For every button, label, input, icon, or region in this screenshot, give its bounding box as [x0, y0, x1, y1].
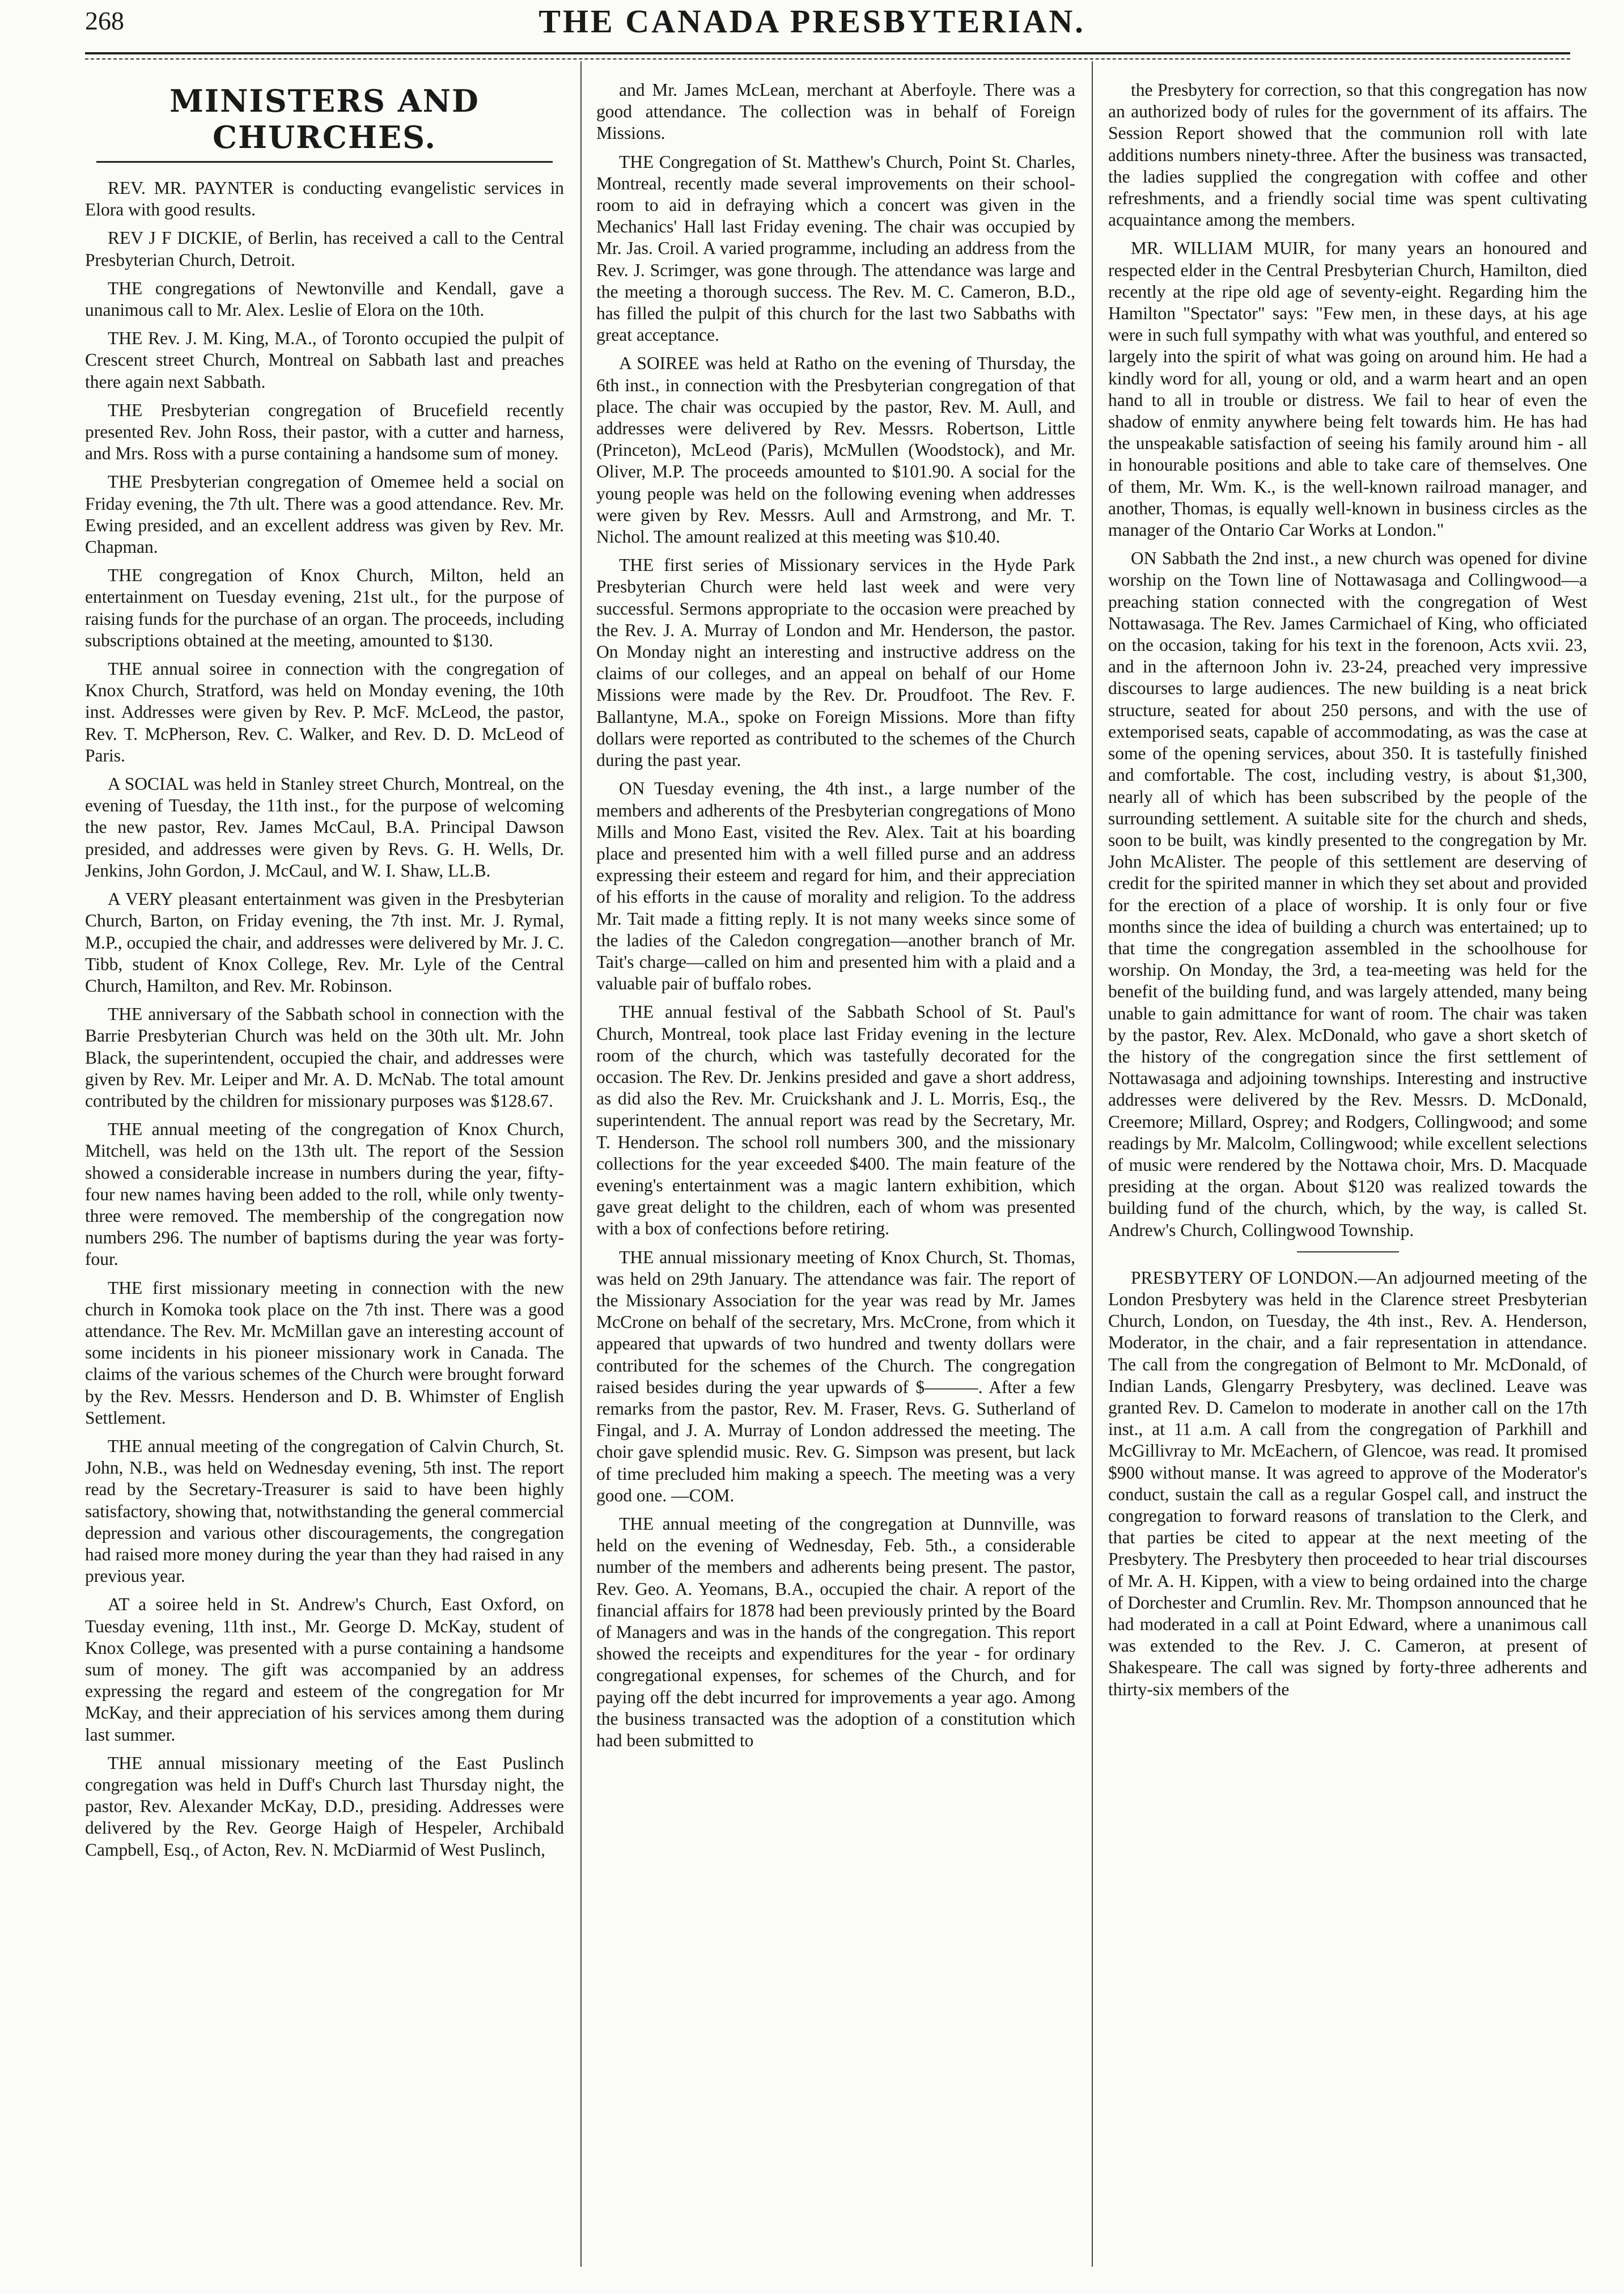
article-paragraph: REV. MR. PAYNTER is conducting evangelistic services in Elora with good results.: [85, 178, 564, 220]
article-paragraph: THE anniversary of the Sabbath school in connection with the Barrie Presbyterian Church was held on the 30th ult. Mr. John Black, the superintendent, occupied the chair, and addresses were given by Rev. Mr. Leiper and Mr. A. D. McNab. The total amount contributed by the children for missionary purposes was $128.67.: [85, 1004, 564, 1111]
article-paragraph: THE Presbyterian congregation of Brucefield recently presented Rev. John Ross, their pastor, with a cutter and harness, and Mrs. Ross with a purse containing a handsome sum of money.: [85, 400, 564, 464]
article-paragraph: THE Rev. J. M. King, M.A., of Toronto occupied the pulpit of Crescent street Church, Montreal on Sabbath last and preaches there again next Sabbath.: [85, 328, 564, 392]
article-paragraph: PRESBYTERY OF LONDON.—An adjourned meeting of the London Presbytery was held in the Clarence street Presbyterian Church, London, on Tuesday, the 4th inst., Rev. A. Henderson, Moderator, in the chair, and a fair representation in attendance. The call from the congregation of Belmont to Mr. McDonald, of Indian Lands, Glengarry Presbytery, was declined. Leave was granted Rev. D. Camelon to moderate in another call on the 17th inst., at 11 a.m. A call from the congregation of Parkhill and McGillivray to Mr. McEachern, of Glencoe, was read. It promised $900 without manse. It was agreed to approve of the Moderator's conduct, sustain the call as a regular Gospel call, and instruct the congregation to forward reasons of translation to the Clerk, and that parties be cited to appear at the next meeting of the Presbytery. The Presbytery then proceeded to hear trial discourses of Mr. A. H. Kippen, with a view to being ordained into the charge of Dorchester and Crumlin. Rev. Mr. Thompson announced that he had moderated in a call at Point Edward, where a unanimous call was extended to the Rev. J. C. Cameron, at present of Shakespeare. The call was signed by forty-three adherents and thirty-six members of the: [1108, 1267, 1587, 1699]
article-paragraph: A SOIREE was held at Ratho on the evening of Thursday, the 6th inst., in connection with the Presbyterian congregation of that place. The chair was occupied by the pastor, Rev. M. Aull, and addresses were delivered by Rev. Messrs. Robertson, Little (Princeton), McLeod (Paris), McMullen (Woodstock), and Mr. Oliver, M.P. The proceeds amounted to $101.90. A social for the young people was held on the following evening when addresses were given by Rev. Messrs. Aull and Armstrong, and Mr. T. Nichol. The amount realized at this meeting was $10.40.: [596, 353, 1075, 547]
header-rule-dashed: [85, 58, 1570, 60]
article-paragraph: THE congregation of Knox Church, Milton, held an entertainment on Tuesday evening, 21st ult., for the purpose of raising funds for the purchase of an organ. The proceeds, including subscriptions obtained at the meeting, amounted to $130.: [85, 565, 564, 650]
column-1: [85, 79, 564, 2279]
article-paragraph: THE annual festival of the Sabbath School of St. Paul's Church, Montreal, took place last Friday evening in the lecture room of the church, which was tastefully decorated for the occasion. The Rev. Dr. Jenkins presided and gave a short address, as did also the Rev. Mr. Cruickshank and J. L. Morris, Esq., the superintendent. The annual report was read by the Secretary, Mr. T. Henderson. The school roll numbers 300, and the missionary collections for the year exceeded $400. The main feature of the evening's entertainment was a magic lantern exhibition, which gave great delight to the children, each of whom was presented with a box of confections before retiring.: [596, 1002, 1075, 1239]
article-paragraph: THE annual missionary meeting of the East Puslinch congregation was held in Duff's Church last Thursday night, the pastor, Rev. Alexander McKay, D.D., presiding. Addresses were delivered by the Rev. George Haigh of Hespeler, Archibald Campbell, Esq., of Acton, Rev. N. McDiarmid of West Puslinch,: [85, 1753, 564, 1860]
article-paragraph: ON Sabbath the 2nd inst., a new church was opened for divine worship on the Town line of Nottawasaga and Collingwood—a preaching station connected with the congregation of West Nottawasaga. The Rev. James Carmichael of King, who officiated on the occasion, taking for his text in the forenoon, Acts xvii. 23, and in the afternoon John iv. 23-24, preached very impressive discourses to large audiences. The new building is a neat brick structure, seated for about 250 persons, and with the use of extemporised seats, capable of accommodating, as was the case at some of the opening services, about 350. It is tastefully finished and comfortable. The cost, including vestry, is about $1,300, nearly all of which has been subscribed by the people of the surrounding settlement. A suitable site for the church and sheds, soon to be built, was kindly presented to the congregation by Mr. John McAlister. The people of this settlement are deserving of credit for the spirited manner in which they set about and provided for the erection of a place of worship. It is only four or five months since the idea of building a church was entertained; up to that time the congregation assembled in the schoolhouse for worship. On Monday, the 3rd, a tea-meeting was held for the benefit of the building fund, and was largely attended, many being unable to gain admittance for want of room. The chair was taken by the pastor, Rev. Alex. McDonald, who gave a short sketch of the history of the congregation since the first settlement of Nottawasaga and adjoining townships. Interesting and instructive addresses were delivered by the Rev. Messrs. D. McDonald, Creemore; Millard, Osprey; and Rodgers, Collingwood; and some readings by Mr. Malcolm, Collingwood; while excellent selections of music were rendered by the Nottawa choir, Mrs. D. Macquade presiding at the organ. About $120 was realized towards the building fund of the church, which, by the way, is called St. Andrew's Church, Collingwood Township.: [1108, 548, 1587, 1240]
column-1-articles: [85, 177, 564, 1861]
masthead-title: THE CANADA PRESBYTERIAN.: [538, 3, 1086, 40]
article-paragraph: ON Tuesday evening, the 4th inst., a large number of the members and adherents of the Presbyterian congregations of Mono Mills and Mono East, visited the Rev. Alex. Tait at his boarding place and presented him with a well filled purse and an address expressing their esteem and regard for him, and their appreciation of his efforts in the cause of morality and religion. To the address Mr. Tait made a fitting reply. It is not many weeks since some of the ladies of the Caledon congregation—another branch of Mr. Tait's charge—called on him and presented him with a plaid and a valuable pair of buffalo robes.: [596, 778, 1075, 994]
column-3-articles: [1108, 79, 1587, 1700]
article-paragraph: A VERY pleasant entertainment was given in the Presbyterian Church, Barton, on Friday evening, the 7th inst. Mr. J. Rymal, M.P., occupied the chair, and addresses were delivered by Mr. J. C. Tibb, student of Knox College, Rev. Mr. Lyle of the Central Church, Hamilton, and Rev. Mr. Robinson.: [85, 889, 564, 996]
article-paragraph: REV J F DICKIE, of Berlin, has received a call to the Central Presbyterian Church, Detroit.: [85, 228, 564, 270]
article-paragraph: THE annual soiree in connection with the congregation of Knox Church, Stratford, was held on Monday evening, the 10th inst. Addresses were given by Rev. P. McF. McLeod, the pastor, Rev. T. McPherson, Rev. C. Walker, and Rev. D. D. McLeod of Paris.: [85, 659, 564, 765]
page-header: [0, 0, 1624, 51]
column-3: [1108, 79, 1587, 2279]
column-divider: [1092, 61, 1093, 2267]
page-number: 268: [85, 6, 124, 35]
column-divider: [580, 61, 582, 2267]
article-paragraph: THE Congregation of St. Matthew's Church, Point St. Charles, Montreal, recently made several improvements on their school-room to aid in defraying which a concert was given in the Mechanics' Hall last Friday evening. The chair was occupied by Mr. Jas. Croil. A varied programme, including an address from the Rev. J. Scrimger, was gone through. The attendance was large and the meeting a thorough success. The Rev. M. C. Cameron, B.D., has filled the pulpit of this church for the last two Sabbaths with great acceptance.: [596, 151, 1075, 345]
article-paragraph: THE annual missionary meeting of Knox Church, St. Thomas, was held on 29th January. The attendance was fair. The report of the Missionary Association for the year was read by Mr. James McCrone on behalf of the secretary, Mrs. McCrone, from which it appeared that upwards of two hundred and twenty dollars were contributed for the schemes of the Church. The congregation raised besides during the year upwards of $———. After a few remarks from the pastor, Rev. M. Fraser, Revs. G. Sutherland of Fingal, and J. A. Murray of London addressed the meeting. The choir gave splendid music. Rev. G. Simpson was present, but lack of time precluded him making a speech. The meeting was a very good one. —COM.: [596, 1247, 1075, 1505]
article-paragraph: THE congregations of Newtonville and Kendall, gave a unanimous call to Mr. Alex. Leslie of Elora on the 10th.: [85, 278, 564, 320]
section-rule: [96, 161, 553, 163]
column-2-articles: [596, 79, 1075, 1751]
article-paragraph: THE Presbyterian congregation of Omemee held a social on Friday evening, the 7th ult. There was a good attendance. Rev. Mr. Ewing presided, and an excellent address was given by Rev. Mr. Chapman.: [85, 472, 564, 557]
article-paragraph: and Mr. James McLean, merchant at Aberfoyle. There was a good attendance. The collection was in behalf of Foreign Missions.: [596, 80, 1075, 143]
article-paragraph: A SOCIAL was held in Stanley street Church, Montreal, on the evening of Tuesday, the 11th inst., for the purpose of welcoming the new pastor, Rev. James McCaul, B.A. Principal Dawson presided, and addresses were given by Revs. G. H. Wells, Dr. Jenkins, John Gordon, J. McCaul, and W. I. Shaw, LL.B.: [85, 774, 564, 881]
section-title: MINISTERS AND CHURCHES.: [169, 83, 480, 155]
header-rule: [85, 52, 1570, 54]
article-paragraph: THE first missionary meeting in connection with the new church in Komoka took place on the 7th inst. There was a good attendance. The Rev. Mr. McMillan gave an interesting account of some incidents in his pioneer missionary work in Canada. The claims of the various schemes of the Church were brought forward by the Rev. Messrs. Henderson and D. B. Whimster of English Settlement.: [85, 1277, 564, 1428]
article-paragraph: THE first series of Missionary services in the Hyde Park Presbyterian Church were held last week and were very successful. Sermons appropriate to the occasion were preached by the Rev. J. A. Murray of London and Mr. Henderson, the pastor. On Monday night an interesting and instructive address on the claims of our colleges, and an appeal on behalf of our Home Missions were made by the Rev. Dr. Proudfoot. The Rev. F. Ballantyne, M.A., spoke on Foreign Missions. More than fifty dollars were reported as contributed to the schemes of the Church during the past year.: [596, 555, 1075, 771]
article-paragraph: THE annual meeting of the congregation at Dunnville, was held on the evening of Wednesday, Feb. 5th., a considerable number of the members and adherents being present. The pastor, Rev. Geo. A. Yeomans, B.A., occupied the chair. A report of the financial affairs for 1878 had been previously printed by the Board of Managers and was in the hands of the congregation. This report showed the receipts and expenditures for the year - for ordinary congregational expenses, for schemes of the Church, and for paying off the debt incurred for improvements a year ago. Among the business transacted was the adoption of a constitution which had been submitted to: [596, 1514, 1075, 1751]
article-separator: [1297, 1251, 1399, 1252]
article-paragraph: AT a soiree held in St. Andrew's Church, East Oxford, on Tuesday evening, 11th inst., Mr. George D. McKay, student of Knox College, was presented with a purse containing a handsome sum of money. The gift was accompanied by an address expressing the regard and esteem of the congregation for Mr McKay, and their appreciation of his services among them during last summer.: [85, 1594, 564, 1745]
column-2: [596, 79, 1075, 2279]
article-paragraph: THE annual meeting of the congregation of Calvin Church, St. John, N.B., was held on Wednesday evening, 5th inst. The report read by the Secretary-Treasurer is said to have been highly satisfactory, showing that, notwithstanding the general commercial depression and various other discouragements, the congregation had raised more money during the year than they had raised in any previous year.: [85, 1436, 564, 1586]
article-paragraph: the Presbytery for correction, so that this congregation has now an authorized body of rules for the government of its affairs. The Session Report showed that the communion roll with late additions numbers ninety-three. After the business was transacted, the ladies supplied the congregation with coffee and other refreshments, and a friendly social time was spent cultivating acquaintance among the members.: [1108, 80, 1587, 230]
article-paragraph: THE annual meeting of the congregation of Knox Church, Mitchell, was held on the 13th ult. The report of the Session showed a considerable increase in numbers during the year, fifty-four new names having been added to the roll, while only twenty-three were removed. The membership of the congregation now numbers 296. The number of baptisms during the year was forty-four.: [85, 1119, 564, 1269]
article-paragraph: MR. WILLIAM MUIR, for many years an honoured and respected elder in the Central Presbyterian Church, Hamilton, died recently at the ripe old age of seventy-eight. Regarding him the Hamilton "Spectator" says: "Few men, in these days, at his age were in such full sympathy with what was youthful, and entered so largely into the spirit of what was going on around him. He had a kindly word for all, young or old, and a warm heart and an open hand to all in trouble or distress. We fail to hear of even the shadow of enmity anywhere being felt towards him. He has had the unspeakable satisfaction of seeing his family around him - all in honourable positions and able to take care of themselves. One of them, Mr. Wm. K., is the well-known railroad manager, and another, Thomas, is equally well-known in business circles as the manager of the Ontario Car Works at London.": [1108, 238, 1587, 540]
